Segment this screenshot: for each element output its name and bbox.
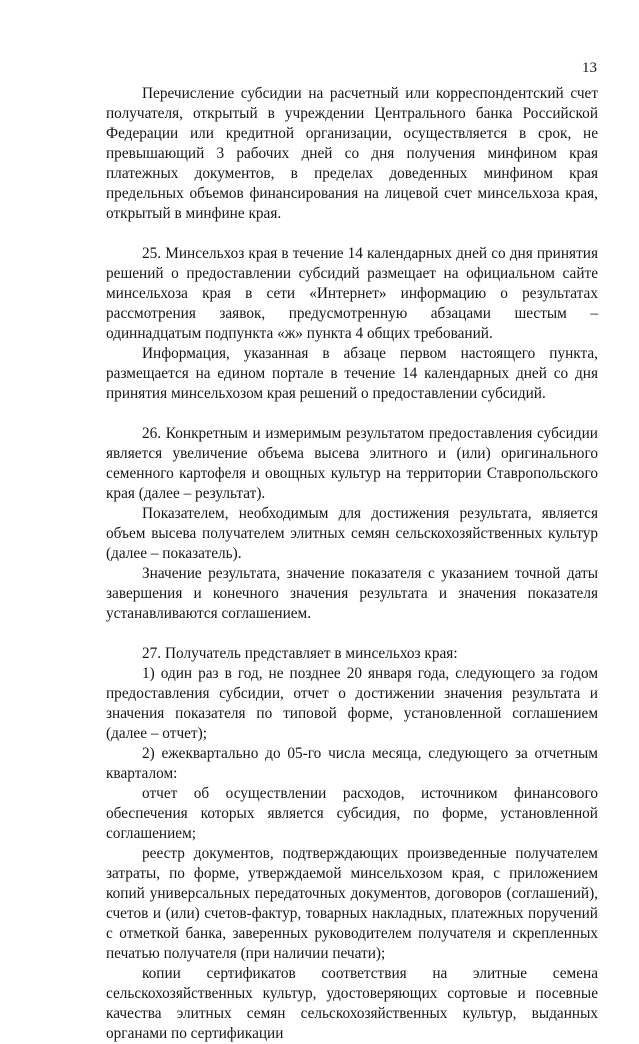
- paragraph-item-27-1: 1) один раз в год, не позднее 20 января года, следующего за годом предоставления субсидии, отчет о достижении значения результата и значения показателя по типовой форме, установленной соглашением (далее – отчет);: [106, 665, 598, 742]
- paragraph-item-25: 25. Минсельхоз края в течение 14 календарных дней со дня принятия решений о предоставлении субсидий размещает на официальном сайте минсельхоза края в сети «Интернет» информацию о результатах рассмотрения заявок, предусмотренную абзацами шестым – одиннадцатым подпункта «ж» пункта 4 общих требований.: [106, 245, 598, 342]
- paragraph-subsidy-transfer: Перечисление субсидии на расчетный или корреспондентский счет получателя, открытый в учреждении Центрального банка Российской Федерации или кредитной организации, осуществляется в срок, не превышающий 3 рабочих дней со дня получения минфином края платежных документов, в пределах доведенных минфином края предельных объемов финансирования на лицевой счет минсельхоза края, открытый в минфине края.: [106, 85, 598, 222]
- paragraph-item-27-2-certificates: копии сертификатов соответствия на элитные семена сельскохозяйственных культур, удостоверяющих сортовые и посевные качества элитных семян сельскохозяйственных культур, выданных органами по сертификации: [106, 965, 598, 1042]
- paragraph-item-27-2: 2) ежеквартально до 05-го числа месяца, следующего за отчетным кварталом:: [106, 745, 598, 782]
- page-number: 13: [582, 60, 597, 76]
- document-body: [106, 84, 598, 1044]
- paragraph-item-27-2-expense-report: отчет об осуществлении расходов, источником финансового обеспечения которых является субсидия, по форме, установленной соглашением;: [106, 785, 598, 842]
- paragraph-item-26: 26. Конкретным и измеримым результатом предоставления субсидии является увеличение объема высева элитного и (или) оригинального семенного картофеля и овощных культур на территории Ставропольского края (далее – результат).: [106, 425, 598, 502]
- paragraph-item-25-information: Информация, указанная в абзаце первом настоящего пункта, размещается на едином портале в течение 14 календарных дней со дня принятия минсельхозом края решений о предоставлении субсидий.: [106, 345, 598, 402]
- paragraph-item-27: 27. Получатель представляет в минсельхоз края:: [142, 645, 458, 662]
- paragraph-item-26-indicator: Показателем, необходимым для достижения результата, является объем высева получателем элитных семян сельскохозяйственных культур (далее – показатель).: [106, 505, 598, 562]
- paragraph-item-26-values: Значение результата, значение показателя с указанием точной даты завершения и конечного значения результата и значения показателя устанавливаются соглашением.: [106, 565, 598, 622]
- paragraph-item-27-2-document-registry: реестр документов, подтверждающих произведенные получателем затраты, по форме, утверждаемой минсельхозом края, с приложением копий универсальных передаточных документов, договоров (соглашений), счетов и (или) счетов-фактур, товарных накладных, платежных поручений с отметкой банка, заверенных руководителем получателя и скрепленных печатью получателя (при наличии печати);: [106, 845, 598, 962]
